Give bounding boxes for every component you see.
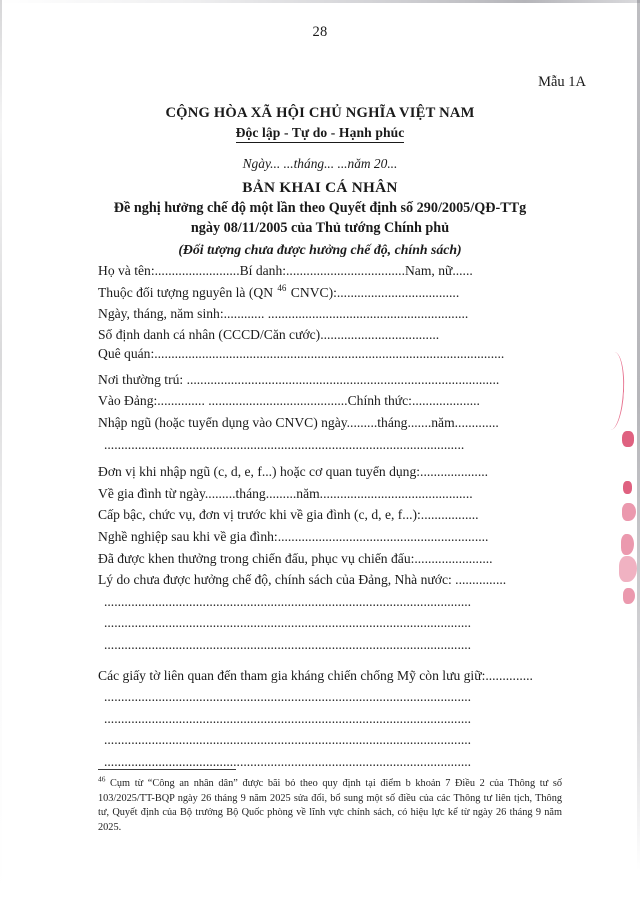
form-line-personal-id[interactable]: Số định danh cá nhân (CCCD/Căn cước)................................... — [98, 326, 440, 342]
spacer — [98, 656, 564, 665]
document-title-sub2: ngày 08/11/2005 của Thủ tướng Chính phủ — [190, 220, 450, 236]
form-code-label: Mẫu 1A — [538, 74, 586, 90]
form-line-party-join[interactable]: Vào Đảng:.............. .........................................Chính thức:.................... — [98, 393, 480, 409]
date-line: Ngày... ...tháng... ...năm 20... — [242, 156, 398, 171]
red-ink-arc-mark — [599, 351, 626, 430]
form-line-documents-blank-4[interactable]: ............................................................................................................ — [104, 753, 472, 769]
document-title-main: BẢN KHAI CÁ NHÂN — [242, 179, 398, 196]
form-line-occupation-after[interactable]: Nghề nghiệp sau khi về gia đình:.............................................................. — [98, 528, 489, 544]
document-title-sub1: Đề nghị hưởng chế độ một lần theo Quyết định số 290/2005/QĐ-TTg — [113, 200, 527, 216]
object-type-prefix: Thuộc đối tượng nguyên là (QN — [98, 284, 277, 300]
footnote-reference-marker: 46 — [277, 283, 287, 294]
object-type-suffix: CNVC):.................................... — [287, 284, 460, 300]
footnote-separator-rule — [98, 769, 236, 770]
red-ink-blob-mark-3 — [619, 556, 637, 582]
form-line-reason-blank-2[interactable]: ............................................................................................................ — [104, 615, 472, 631]
form-body — [98, 260, 564, 772]
form-line-reason-blank-1[interactable]: ............................................................................................................ — [104, 593, 472, 609]
national-heading-line1: CỘNG HÒA XÃ HỘI CHỦ NGHĨA VIỆT NAM — [165, 105, 475, 121]
footnote-text-line1: Cụm từ “Công an nhân dân” được bãi bỏ theo quy định tại điểm b khoản 7 Điều 2 của — [105, 778, 504, 789]
footnote-marker: 46 — [98, 774, 106, 784]
form-line-documents-blank-1[interactable]: ............................................................................................................ — [104, 689, 472, 705]
footnote-text-line2: Thông tư số 103/2025/TT-BQP ngày 26 tháng 9 năm 2025 sửa đổi, bổ sung một số điều của các Thông tư liên tịch, Thông tư, Quyết định của Bộ trưởng Bộ Quốc phòng về lĩnh vực chính sách, có hiệu lực kể từ ngày 26 tháng 9 năm 2025. — [98, 778, 562, 833]
form-line-enlistment[interactable]: Nhập ngũ (hoặc tuyển dụng vào CNVC) ngày.........tháng.......năm............. — [98, 414, 499, 430]
footnote-block — [98, 774, 562, 835]
form-line-rank-before-demob[interactable]: Cấp bậc, chức vụ, đơn vị trước khi về gia đình (c, d, e, f...):................. — [98, 507, 479, 523]
form-line-object-type[interactable] — [98, 282, 564, 304]
form-line-full-name[interactable]: Họ và tên:.........................Bí danh:...................................Nam, nữ...... — [98, 263, 473, 278]
form-line-documents-blank-3[interactable]: ............................................................................................................ — [104, 732, 472, 748]
scan-edge-top-artifact — [0, 0, 640, 3]
national-heading — [0, 105, 640, 143]
red-ink-blob-mark-1 — [622, 503, 636, 521]
document-title-note: (Đối tượng chưa được hưởng chế độ, chính sách) — [178, 242, 462, 257]
form-line-unit-at-enlistment[interactable]: Đơn vị khi nhập ngũ (c, d, e, f...) hoặc cơ quan tuyển dụng:.................... — [98, 464, 489, 480]
red-ink-dash-mark-2 — [623, 481, 632, 494]
form-line-enlistment-continuation[interactable]: .......................................................................................................... — [104, 436, 465, 452]
form-line-reason-not-received[interactable]: Lý do chưa được hưởng chế độ, chính sách của Đảng, Nhà nước: ............... — [98, 572, 507, 588]
form-line-documents-blank-2[interactable]: ............................................................................................................ — [104, 710, 472, 726]
form-line-demob-date[interactable]: Về gia đình từ ngày.........tháng.........năm............................................. — [98, 485, 473, 501]
form-line-hometown[interactable]: Quê quán:....................................................................................................... — [98, 345, 505, 361]
red-ink-dash-mark-1 — [622, 431, 634, 447]
form-line-reason-blank-3[interactable]: ............................................................................................................ — [104, 636, 472, 652]
page-number: 28 — [312, 24, 328, 40]
form-line-documents-kept[interactable]: Các giấy tờ liên quan đến tham gia kháng chiến chống Mỹ còn lưu giữ:.............. — [98, 667, 533, 683]
form-line-residence[interactable]: Nơi thường trú: ............................................................................................ — [98, 371, 500, 387]
form-line-commendations[interactable]: Đã được khen thưởng trong chiến đấu, phục vụ chiến đấu:....................... — [98, 550, 493, 566]
national-heading-line2: Độc lập - Tự do - Hạnh phúc — [236, 125, 405, 143]
red-ink-blob-mark-2 — [621, 534, 634, 555]
form-line-birth-date[interactable]: Ngày, tháng, năm sinh:............ ........................................................... — [98, 306, 469, 322]
document-title-block — [0, 179, 640, 258]
red-ink-blob-mark-4 — [623, 588, 635, 604]
